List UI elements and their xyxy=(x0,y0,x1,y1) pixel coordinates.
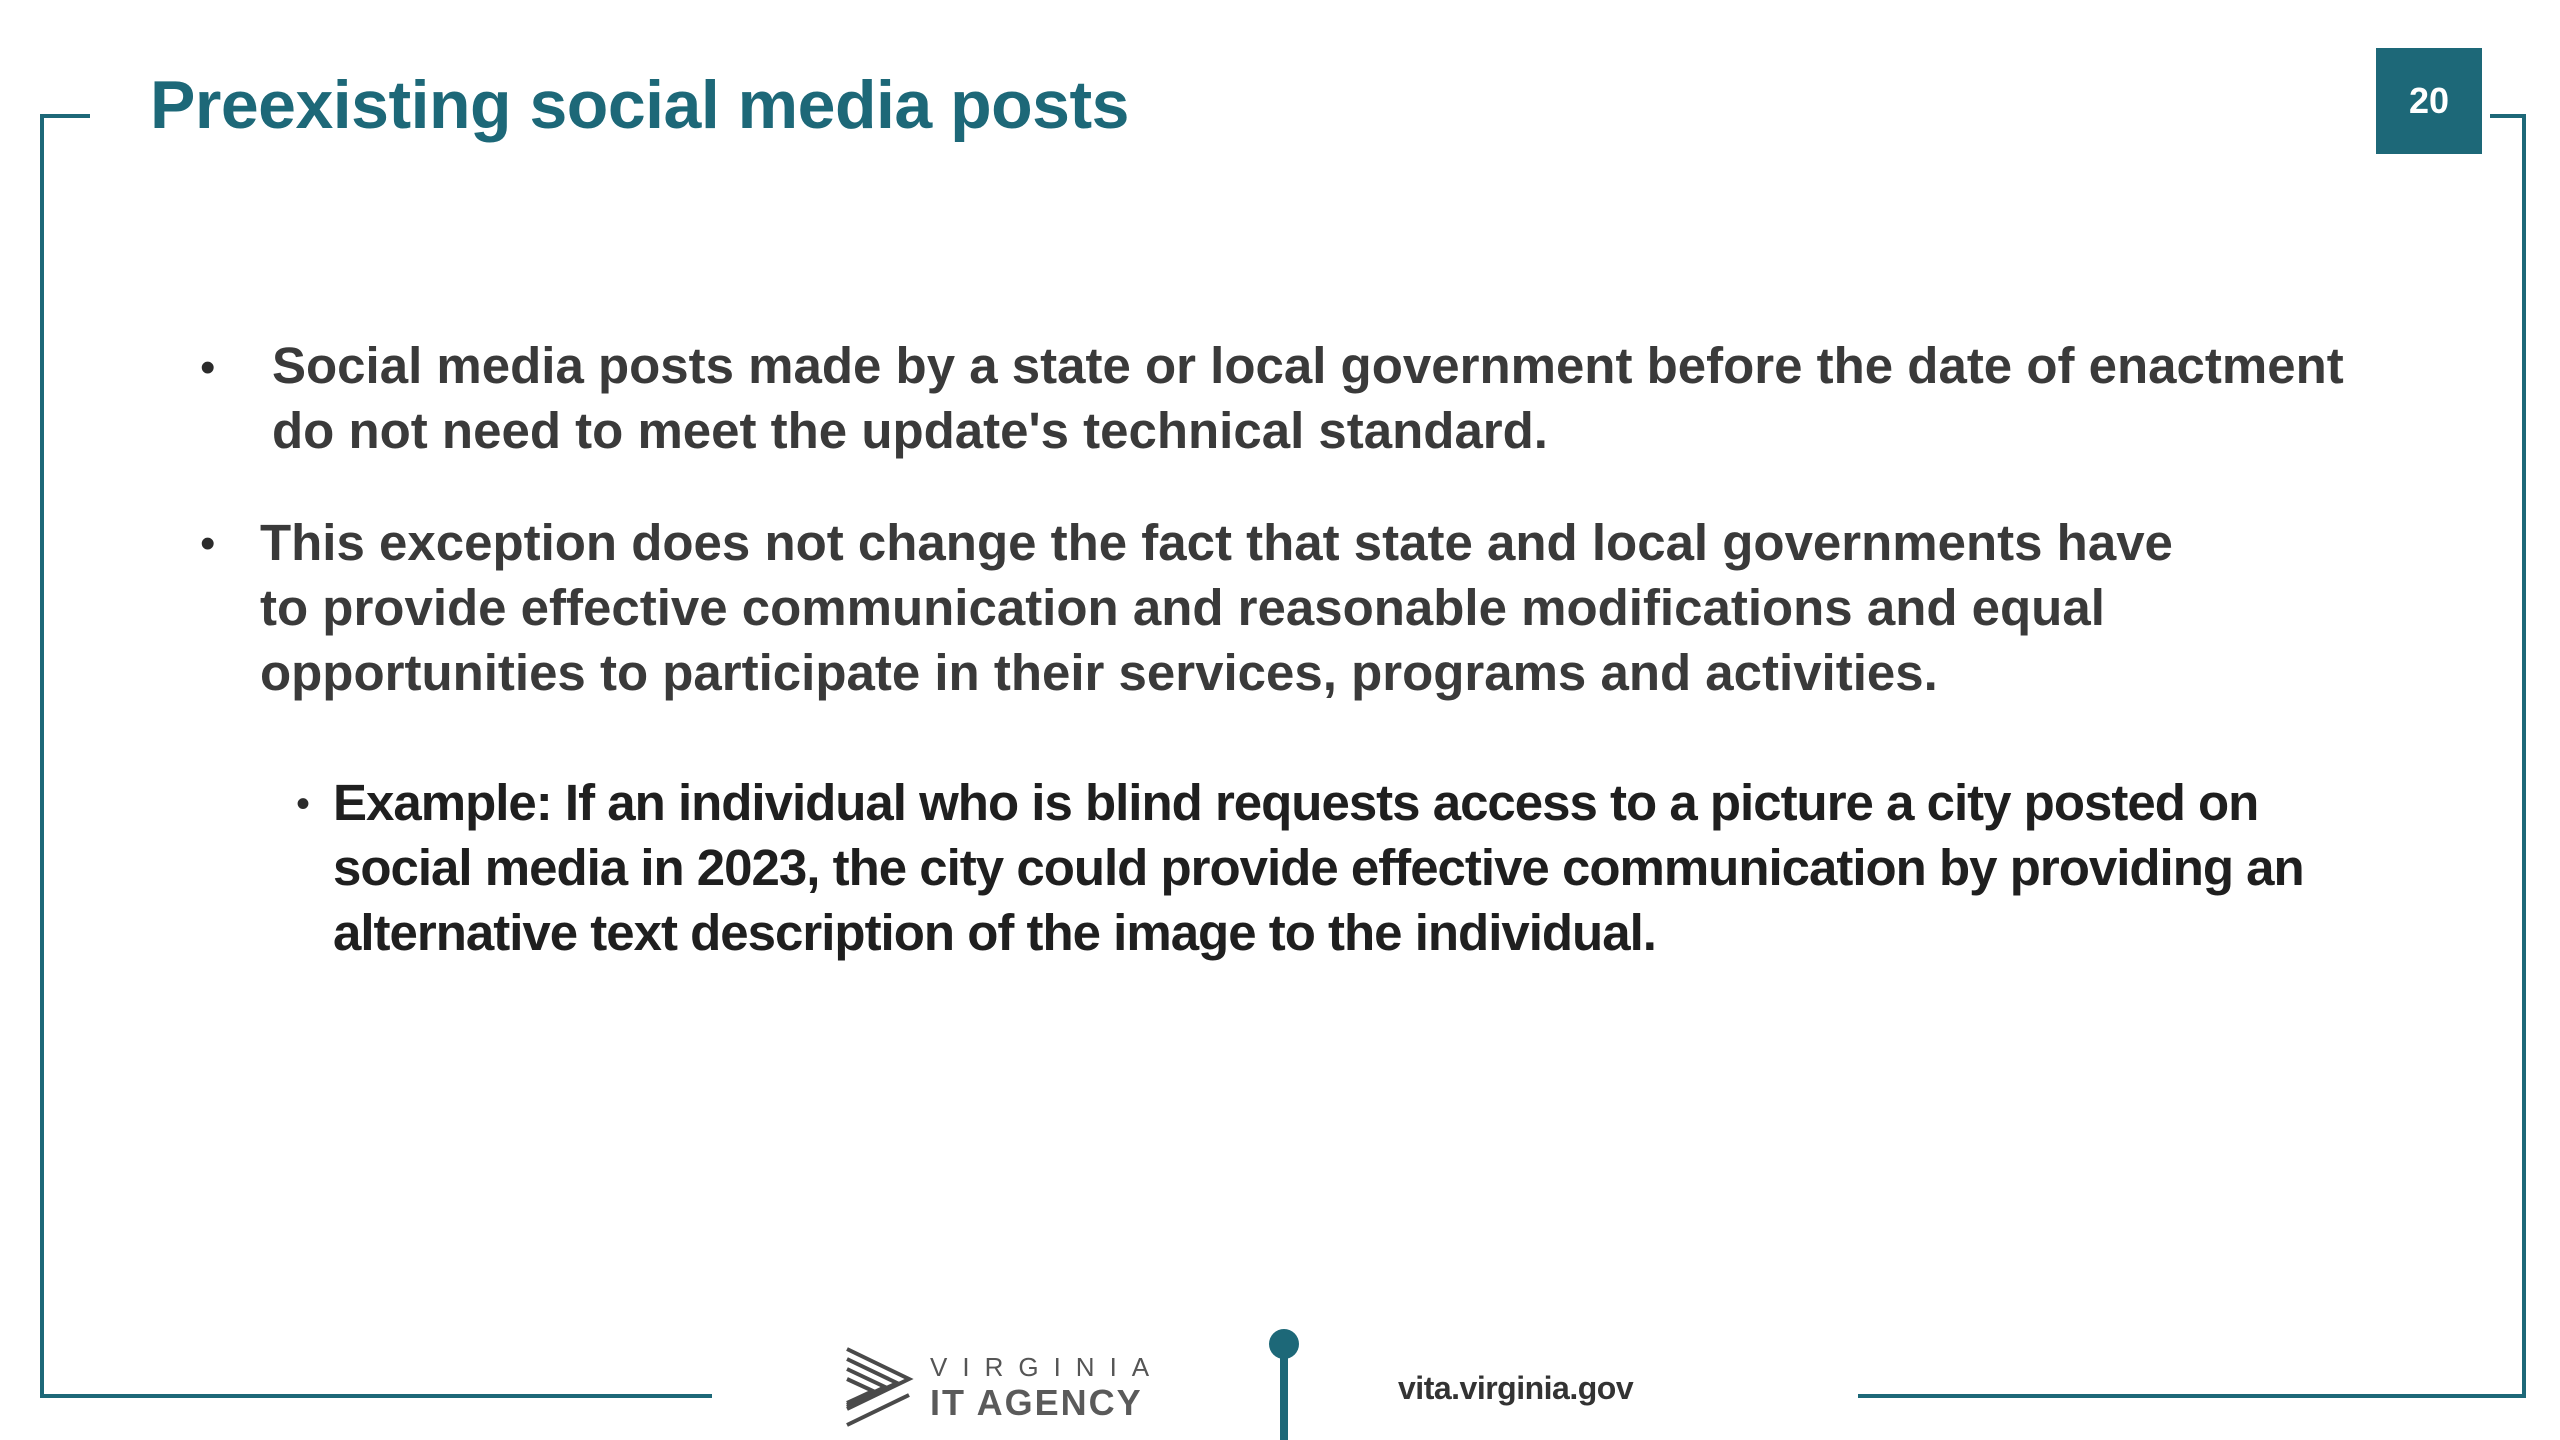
sub-bullet-line: social media in 2023, the city could provide effective communication by providing an xyxy=(333,839,2304,896)
frame-left xyxy=(40,114,44,1398)
bullet-line: to provide effective communication and reasonable modifications and equal xyxy=(260,579,2105,636)
agency-logo-text xyxy=(930,1352,1164,1424)
bullet-line: Social media posts made by a state or local government before the date of enactment xyxy=(272,337,2344,394)
logo-line-virginia: VIRGINIA xyxy=(930,1352,1165,1382)
frame-bottom-left xyxy=(40,1394,712,1398)
frame-right xyxy=(2522,114,2526,1398)
bullet-dot-icon: • xyxy=(200,519,216,568)
bullet-item-1 xyxy=(272,333,2344,463)
page-number-badge: 20 xyxy=(2376,48,2482,154)
vita-logo-icon xyxy=(843,1345,915,1429)
bullet-line: do not need to meet the update's technical standard. xyxy=(272,402,1548,459)
frame-bottom-right xyxy=(1858,1394,2526,1398)
logo-line-it-agency: IT AGENCY xyxy=(930,1382,1143,1423)
bullet-line: opportunities to participate in their services, programs and activities. xyxy=(260,644,1938,701)
bullet-line: This exception does not change the fact that state and local governments have xyxy=(260,514,2173,571)
frame-top-left xyxy=(40,114,90,118)
sub-bullet-line: alternative text description of the image to the individual. xyxy=(333,904,1656,961)
slide-title: Preexisting social media posts xyxy=(150,67,1129,143)
bullet-item-2 xyxy=(260,510,2173,705)
bullet-dot-icon: • xyxy=(200,343,216,392)
pin-divider-icon xyxy=(1268,1328,1300,1440)
frame-top-right xyxy=(2490,114,2526,118)
website-link[interactable]: vita.virginia.gov xyxy=(1398,1370,1634,1406)
sub-bullet-dot-icon: • xyxy=(296,782,311,826)
sub-bullet-example xyxy=(333,770,2304,965)
sub-bullet-line: Example: If an individual who is blind requests access to a picture a city posted on xyxy=(333,774,2259,831)
